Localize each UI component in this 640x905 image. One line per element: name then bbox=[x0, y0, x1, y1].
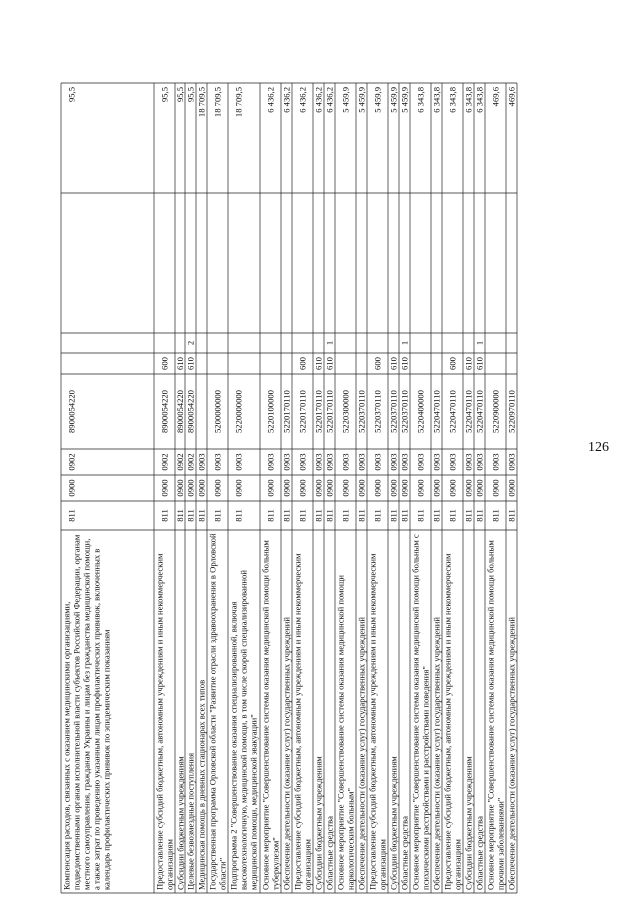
row-10-pr: 0903 bbox=[313, 453, 324, 471]
row-1-description: Предоставление субсидий бюджетным, автономным учреждениям и иным некоммерческим bbox=[154, 553, 165, 890]
row-17-code: 811 bbox=[415, 509, 426, 522]
row-19-code: 811 bbox=[447, 509, 458, 522]
row-5-rz: 0900 bbox=[212, 479, 223, 497]
row-8-description: Обеспечение деятельности (оказание услуг) государственных учреждений bbox=[281, 617, 292, 890]
row-6-description: высокотехнологичную, медицинской помощи, в том числе скорой специализированной bbox=[238, 570, 249, 890]
row-11-pr: 0903 bbox=[324, 453, 335, 471]
row-14-description: Предоставление субсидий бюджетным, автономным учреждениям и иным некоммерческим bbox=[367, 553, 378, 890]
row-19-csr: 5220470110 bbox=[447, 390, 458, 433]
row-0-csr: 8900054220 bbox=[66, 390, 77, 433]
row-0-pr: 0902 bbox=[66, 453, 77, 471]
row-22-csr: 5220900000 bbox=[490, 390, 501, 433]
row-2-code: 811 bbox=[175, 509, 185, 522]
row-0-amount: 95,5 bbox=[66, 87, 77, 103]
row-18-pr: 0903 bbox=[431, 453, 442, 471]
row-7-description: Основное мероприятие "Совершенствование системы оказания медицинской помощи больным bbox=[260, 540, 271, 890]
row-6-rz: 0900 bbox=[233, 479, 244, 497]
row-9-code: 811 bbox=[297, 509, 308, 522]
row-9-pr: 0903 bbox=[297, 453, 308, 471]
row-11-amount: 6 436,2 bbox=[324, 87, 335, 113]
row-19-vr: 600 bbox=[447, 357, 458, 370]
row-18-csr: 5220470110 bbox=[431, 390, 442, 433]
row-4-code: 811 bbox=[196, 509, 207, 522]
page-number: 126 bbox=[588, 440, 609, 455]
row-7-pr: 0903 bbox=[265, 453, 276, 471]
row-14-rz: 0900 bbox=[372, 479, 383, 497]
row-3-amount: 95,5 bbox=[185, 87, 196, 103]
row-15-vr: 610 bbox=[388, 357, 399, 370]
row-19-description: Предоставление субсидий бюджетным, автономным учреждениям и иным некоммерческим bbox=[442, 553, 453, 890]
row-21-note: 1 bbox=[474, 340, 485, 346]
row-23-csr: 5220970110 bbox=[506, 390, 517, 433]
row-15-amount: 5 459,9 bbox=[388, 87, 399, 113]
row-19-amount: 6 343,8 bbox=[447, 87, 458, 113]
row-20-csr: 5220470110 bbox=[463, 390, 474, 433]
row-6-csr: 5220000000 bbox=[233, 390, 244, 433]
row-8-amount: 6 436,2 bbox=[281, 87, 292, 113]
row-1-amount: 95,5 bbox=[159, 87, 170, 103]
row-19-description: организациям bbox=[452, 839, 463, 890]
row-17-rz: 0900 bbox=[415, 479, 426, 497]
row-8-rz: 0900 bbox=[281, 479, 292, 497]
row-0-code: 811 bbox=[66, 509, 77, 522]
row-8-code: 811 bbox=[281, 509, 292, 522]
row-10-csr: 5220170110 bbox=[313, 390, 324, 433]
row-22-code: 811 bbox=[490, 509, 501, 522]
row-13-pr: 0903 bbox=[356, 453, 367, 471]
row-9-rz: 0900 bbox=[297, 479, 308, 497]
row-17-csr: 5220400000 bbox=[415, 390, 426, 433]
row-20-rz: 0900 bbox=[463, 479, 474, 497]
row-9-description: организациям bbox=[302, 839, 313, 890]
row-5-csr: 5200000000 bbox=[212, 390, 223, 433]
row-5-code: 811 bbox=[212, 509, 223, 522]
row-3-csr: 8900054220 bbox=[185, 390, 196, 433]
row-1-rz: 0900 bbox=[159, 479, 170, 497]
row-21-amount: 6 343,8 bbox=[474, 87, 485, 113]
row-10-amount: 6 436,2 bbox=[313, 87, 324, 113]
row-3-pr: 0902 bbox=[185, 453, 196, 471]
row-8-csr: 5220170110 bbox=[281, 390, 292, 433]
row-23-rz: 0900 bbox=[506, 479, 517, 497]
row-10-code: 811 bbox=[313, 509, 324, 522]
row-18-amount: 6 343,8 bbox=[431, 87, 442, 113]
table-cells bbox=[62, 86, 517, 890]
row-21-pr: 0903 bbox=[474, 453, 485, 471]
row-20-pr: 0903 bbox=[463, 453, 474, 471]
row-16-vr: 610 bbox=[399, 357, 410, 370]
row-7-csr: 5220100000 bbox=[265, 390, 276, 433]
row-9-description: Предоставление субсидий бюджетным, автономным учреждениям и иным некоммерческим bbox=[292, 553, 303, 890]
row-17-description: психическими расстройствами и расстройствами поведения" bbox=[420, 666, 431, 890]
row-12-rz: 0900 bbox=[340, 479, 351, 497]
row-16-csr: 5220370110 bbox=[399, 390, 410, 433]
row-20-vr: 610 bbox=[463, 357, 474, 370]
row-21-rz: 0900 bbox=[474, 479, 485, 497]
row-23-amount: 469,6 bbox=[506, 87, 517, 107]
row-6-pr: 0903 bbox=[233, 453, 244, 471]
row-20-description: Субсидии бюджетным учреждениям bbox=[463, 756, 474, 890]
row-12-code: 811 bbox=[340, 509, 351, 522]
row-3-note: 2 bbox=[185, 340, 196, 346]
row-4-description: Медицинская помощь в дневных стационарах всех типов bbox=[196, 679, 207, 890]
row-17-description: Основное мероприятие "Совершенствование системы оказания медицинской помощи больным с bbox=[410, 534, 421, 890]
row-11-vr: 610 bbox=[324, 357, 335, 370]
row-9-amount: 6 436,2 bbox=[297, 87, 308, 113]
row-16-amount: 5 459,9 bbox=[399, 87, 410, 113]
row-15-pr: 0903 bbox=[388, 453, 399, 471]
row-5-description: области" bbox=[217, 857, 228, 890]
row-20-code: 811 bbox=[463, 509, 474, 522]
row-7-description: туберкулезом" bbox=[270, 837, 281, 890]
row-11-description: Областные средства bbox=[324, 816, 335, 890]
row-12-description: наркологическим больным" bbox=[345, 788, 356, 890]
row-22-amount: 469,6 bbox=[490, 87, 501, 107]
row-14-csr: 5220370110 bbox=[372, 390, 383, 433]
row-22-description: прочими заболеваниями" bbox=[495, 797, 506, 890]
row-8-pr: 0903 bbox=[281, 453, 292, 471]
row-14-pr: 0903 bbox=[372, 453, 383, 471]
row-11-code: 811 bbox=[324, 509, 335, 522]
row-0-rz: 0900 bbox=[66, 479, 77, 497]
row-4-pr: 0903 bbox=[196, 453, 207, 471]
row-13-description: Обеспечение деятельности (оказание услуг) государственных учреждений bbox=[356, 617, 367, 890]
row-21-code: 811 bbox=[474, 509, 485, 522]
row-17-amount: 6 343,8 bbox=[415, 87, 426, 113]
row-19-pr: 0903 bbox=[447, 453, 458, 471]
row-15-description: Субсидии бюджетным учреждениям bbox=[388, 756, 399, 890]
row-13-rz: 0900 bbox=[356, 479, 367, 497]
row-5-pr: 0903 bbox=[212, 453, 223, 471]
row-21-csr: 5220470110 bbox=[474, 390, 485, 433]
row-11-csr: 5220170110 bbox=[324, 390, 335, 433]
row-23-pr: 0903 bbox=[506, 453, 517, 471]
row-7-code: 811 bbox=[265, 509, 276, 522]
row-23-description: Обеспечение деятельности (оказание услуг) государственных учреждений bbox=[506, 617, 517, 890]
row-22-pr: 0903 bbox=[490, 453, 501, 471]
row-12-amount: 5 459,9 bbox=[340, 87, 351, 113]
row-1-csr: 8900054220 bbox=[159, 390, 170, 433]
row-10-description: Субсидии бюджетным учреждениям bbox=[313, 756, 324, 890]
row-11-rz: 0900 bbox=[324, 479, 335, 497]
row-0-description: подведомственными органам исполнительной власти субъектов Российской Федерации, органам bbox=[71, 534, 82, 890]
row-1-vr: 600 bbox=[159, 357, 170, 370]
row-1-code: 811 bbox=[159, 509, 170, 522]
row-2-description: Субсидии бюджетным учреждениям bbox=[175, 756, 186, 890]
row-6-description: Подпрограмма 2 "Совершенствование оказания специализированной, включая bbox=[228, 601, 239, 890]
row-3-vr: 610 bbox=[185, 357, 196, 370]
table-rotated-group bbox=[61, 83, 517, 893]
row-0-description: календарь профилактических прививок по эпидемическим показаниям bbox=[101, 629, 112, 890]
row-0-description: а также затрат по проведению указанным лицам профилактических прививок, включенных в bbox=[91, 548, 102, 890]
row-11-note: 1 bbox=[324, 340, 335, 346]
row-12-description: Основное мероприятие "Совершенствование системы оказания медицинской помощи bbox=[335, 574, 346, 890]
row-2-amount: 95,5 bbox=[175, 87, 185, 103]
row-7-amount: 6 436,2 bbox=[265, 87, 276, 113]
row-6-amount: 18 709,5 bbox=[233, 87, 244, 118]
row-14-code: 811 bbox=[372, 509, 383, 522]
row-10-rz: 0900 bbox=[313, 479, 324, 497]
row-18-description: Обеспечение деятельности (оказание услуг) государственных учреждений bbox=[431, 617, 442, 890]
row-16-pr: 0903 bbox=[399, 453, 410, 471]
row-2-rz: 0900 bbox=[175, 479, 185, 497]
row-14-description: организациям bbox=[377, 839, 388, 890]
row-16-note: 1 bbox=[399, 340, 410, 346]
row-4-rz: 0900 bbox=[196, 479, 207, 497]
row-12-csr: 5220300000 bbox=[340, 390, 351, 433]
row-15-csr: 5220370110 bbox=[388, 390, 399, 433]
row-4-amount: 18 709,5 bbox=[196, 87, 207, 118]
row-19-rz: 0900 bbox=[447, 479, 458, 497]
row-2-vr: 610 bbox=[175, 357, 185, 370]
row-10-vr: 610 bbox=[313, 357, 324, 370]
row-13-amount: 5 459,9 bbox=[356, 87, 367, 113]
row-1-description: организациям bbox=[164, 839, 175, 890]
row-3-description: Целевые безвозмездные поступления bbox=[185, 752, 196, 890]
row-18-code: 811 bbox=[431, 509, 442, 522]
row-14-vr: 600 bbox=[372, 357, 383, 370]
row-5-amount: 18 709,5 bbox=[212, 87, 223, 118]
row-9-csr: 5220170110 bbox=[297, 390, 308, 433]
row-12-pr: 0903 bbox=[340, 453, 351, 471]
row-16-description: Областные средства bbox=[399, 816, 410, 890]
row-3-code: 811 bbox=[185, 509, 196, 522]
row-18-rz: 0900 bbox=[431, 479, 442, 497]
row-22-rz: 0900 bbox=[490, 479, 501, 497]
row-13-csr: 5220370110 bbox=[356, 390, 367, 433]
row-15-rz: 0900 bbox=[388, 479, 399, 497]
row-0-description: местного самоуправления, гражданам Украины и лицам без гражданства медицинской помощи, bbox=[81, 538, 92, 890]
row-17-pr: 0903 bbox=[415, 453, 426, 471]
row-7-rz: 0900 bbox=[265, 479, 276, 497]
row-6-description: медицинской помощи, медицинской эвакуации" bbox=[248, 714, 259, 890]
row-1-pr: 0902 bbox=[159, 453, 170, 471]
row-21-vr: 610 bbox=[474, 357, 485, 370]
row-15-code: 811 bbox=[388, 509, 399, 522]
row-2-pr: 0902 bbox=[175, 453, 185, 471]
row-6-code: 811 bbox=[233, 509, 244, 522]
row-9-vr: 600 bbox=[297, 357, 308, 370]
row-23-code: 811 bbox=[506, 509, 517, 522]
row-21-description: Областные средства bbox=[474, 816, 485, 890]
row-13-code: 811 bbox=[356, 509, 367, 522]
row-22-description: Основное мероприятие "Совершенствование системы оказания медицинской помощи больным bbox=[485, 540, 496, 890]
row-14-amount: 5 459,9 bbox=[372, 87, 383, 113]
row-20-amount: 6 343,8 bbox=[463, 87, 474, 113]
row-5-description: Государственная программа Орловской области "Развитие отрасли здравоохранения в Орловской bbox=[207, 533, 218, 890]
row-0-description: Компенсация расходов, связанных с оказанием медицинскими организациями, bbox=[61, 601, 72, 890]
row-3-rz: 0900 bbox=[185, 479, 196, 497]
row-16-rz: 0900 bbox=[399, 479, 410, 497]
row-2-csr: 8900054220 bbox=[175, 390, 185, 433]
row-16-code: 811 bbox=[399, 509, 410, 522]
